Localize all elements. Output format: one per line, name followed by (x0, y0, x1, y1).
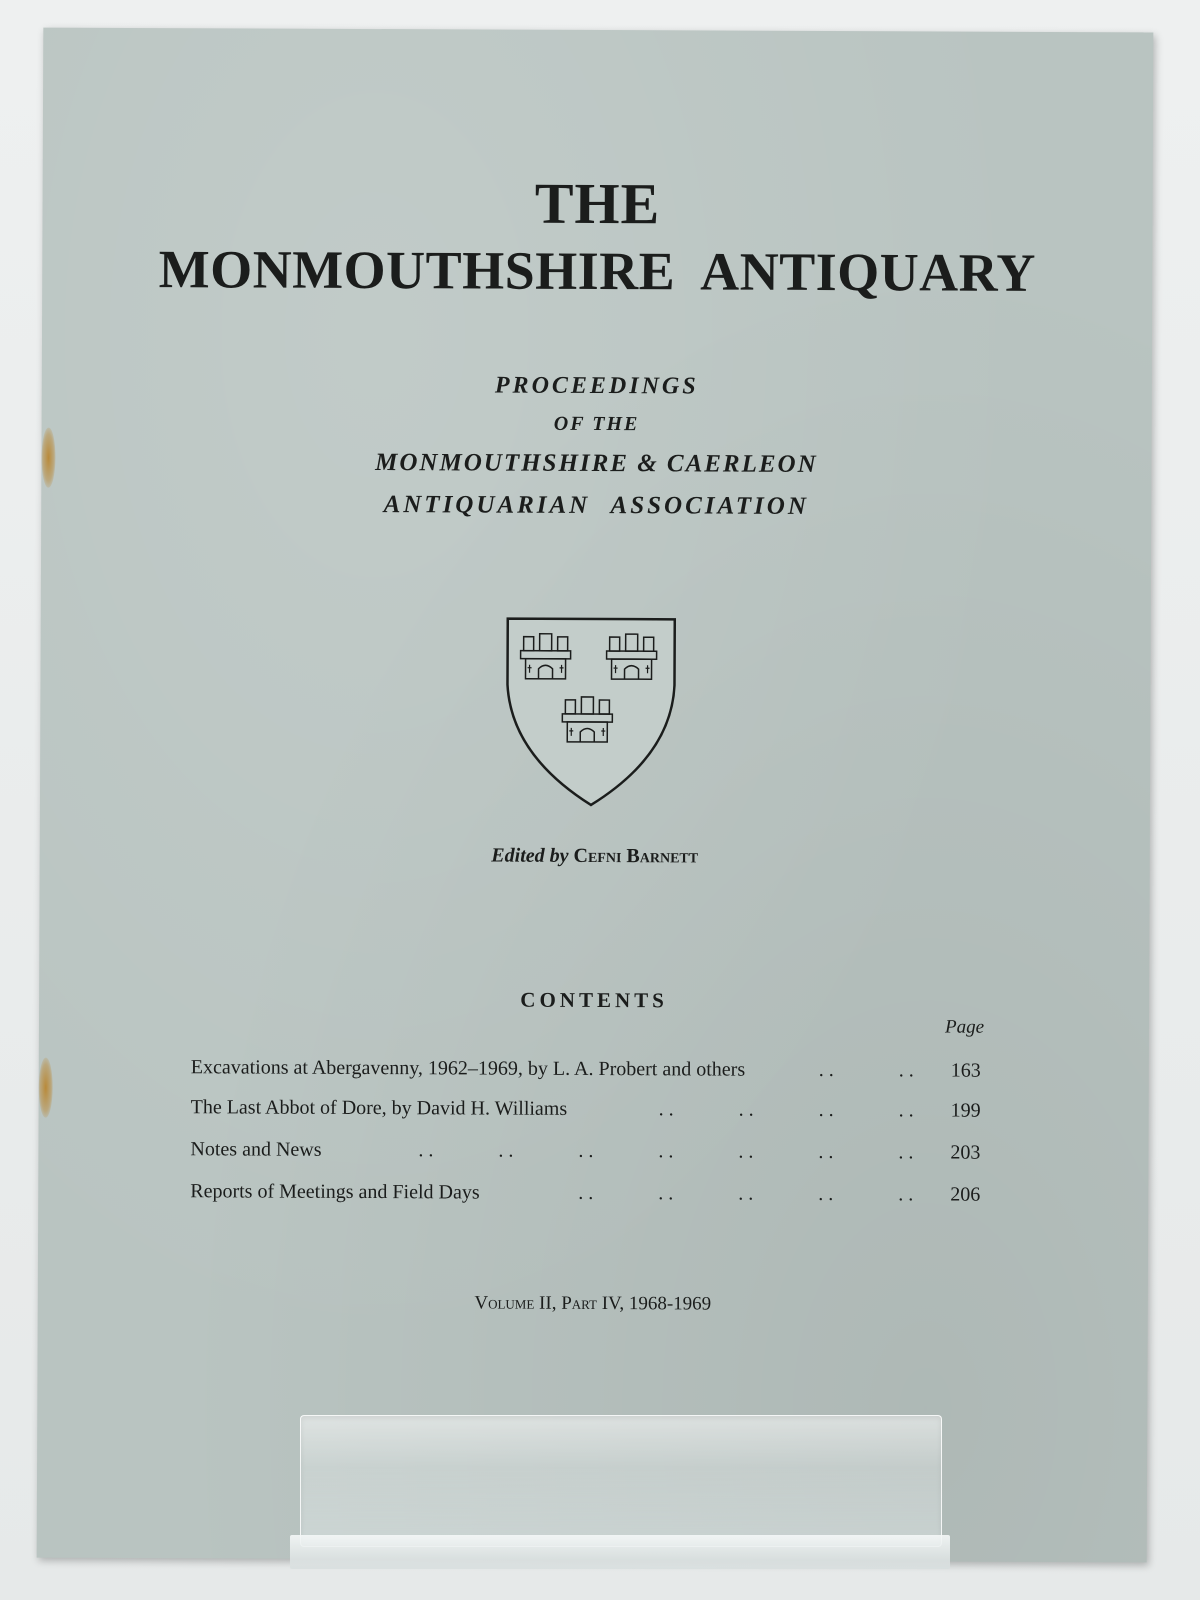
editor-line (40, 843, 1150, 871)
toc-entry-page: 199 (950, 1099, 981, 1122)
toc-entry-page: 163 (950, 1059, 981, 1082)
toc-entry-title: The Last Abbot of Dore, by David H. Williams (190, 1096, 568, 1120)
page-column-label: Page (944, 1016, 985, 1038)
association-line-1: MONMOUTHSHIRE & CAERLEON (375, 449, 818, 478)
dot-leader: . . . . . . . . (658, 1098, 914, 1122)
toc-entry-title: Notes and News (190, 1138, 322, 1161)
toc-entry-page: 206 (950, 1183, 981, 1206)
toc-entry (191, 1056, 981, 1089)
volume-info: Volume II, Part IV, 1968-1969 (474, 1292, 712, 1315)
toc-entry (190, 1138, 980, 1171)
title-line-1: THE (534, 170, 661, 237)
dot-leader: . . . . . . . . . . (578, 1181, 914, 1206)
toc-entry (190, 1180, 980, 1213)
contents-heading: CONTENTS (520, 987, 668, 1013)
toc-entry-title: Excavations at Abergavenny, 1962–1969, by L. A. Probert and others (190, 1056, 746, 1081)
editor-name: Cefni Barnett (573, 844, 699, 868)
association-line-2: ANTIQUARIAN ASSOCIATION (383, 491, 809, 520)
title-line-2: MONMOUTHSHIRE ANTIQUARY (158, 239, 1036, 303)
toc-entry-page: 203 (950, 1141, 981, 1164)
dot-leader: . . . . . . . . . . . . . . (418, 1139, 914, 1164)
toc-entry (191, 1096, 981, 1129)
booklet-cover (37, 28, 1154, 1563)
shield-three-castles-icon (503, 615, 679, 811)
proceedings-label: PROCEEDINGS (494, 372, 699, 400)
rust-stain (39, 1058, 53, 1118)
dot-leader: . . . . (818, 1058, 914, 1082)
edited-by-label: Edited by (491, 844, 569, 867)
of-the-label: OF THE (553, 412, 640, 436)
acrylic-display-stand (300, 1415, 942, 1547)
display-stand-base (290, 1535, 950, 1569)
toc-entry-title: Reports of Meetings and Field Days (190, 1180, 480, 1204)
